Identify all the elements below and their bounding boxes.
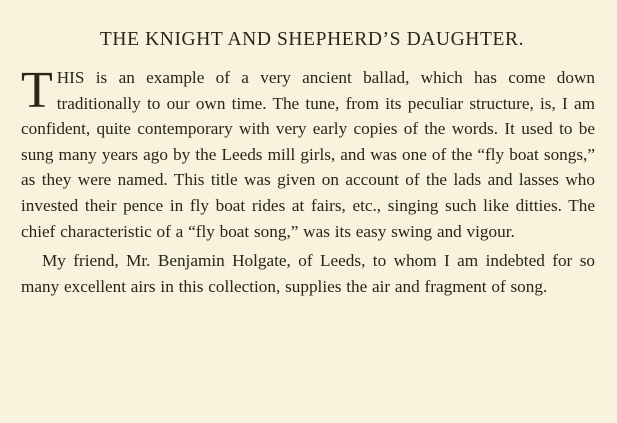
paragraph-2-text: My friend, Mr. Benjamin Holgate, of Leeds, to whom I am indebted for so many excellent airs in this collection, supplies the air and fragment of song. [21,251,595,296]
paragraph-2 [21,248,595,299]
paragraph-1-text: HIS is an example of a very ancient ballad, which has come down traditionally to our own time. The tune, from its peculiar structure, is, I am confident, quite contemporary with very early copies of the words. It used to be sung many years ago by the Leeds mill girls, and was one of the “fly boat songs,” as they were named. This title was given on account of the lads and lasses who invested their pence in fly boat rides at fairs, etc., singing such like ditties. The chief characteristic of a “fly boat song,” was its easy swing and vigour. [21,68,595,241]
drop-cap: T [21,62,53,119]
paragraph-1 [21,62,595,244]
page-title: THE KNIGHT AND SHEPHERD’S DAUGHTER. [99,29,525,50]
